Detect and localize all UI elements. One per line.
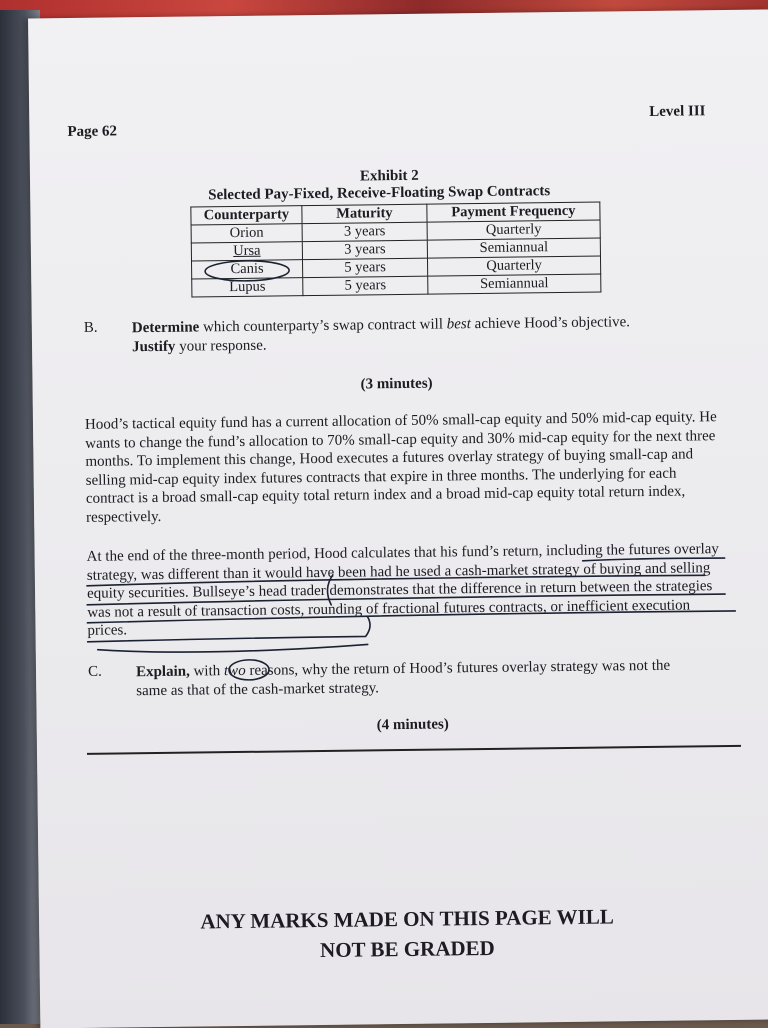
section-divider — [87, 745, 741, 755]
question-c-verb-explain: Explain, — [135, 663, 190, 681]
cell-payment-frequency: Quarterly — [427, 256, 600, 276]
cell-maturity: 3 years — [302, 240, 427, 260]
column-header-counterparty: Counterparty — [191, 206, 302, 225]
ink-swoosh-paragraph-2 — [98, 644, 368, 653]
question-b-letter: B. — [83, 319, 98, 336]
cell-maturity: 3 years — [302, 222, 427, 242]
footer-notice-line2: NOT BE GRADED — [319, 935, 495, 963]
cell-payment-frequency: Semiannual — [428, 274, 601, 294]
cell-maturity: 5 years — [302, 258, 427, 278]
swap-contracts-table — [190, 202, 601, 298]
question-c-text-part2: reasons, why the return of Hood’s futures overlay strategy was not the same as that of the cash-market strategy. — [136, 657, 671, 700]
question-b-emphasis: best — [446, 316, 471, 333]
question-b-time: (3 minutes) — [360, 375, 433, 393]
question-c-emphasis: two — [223, 662, 246, 680]
question-c-text-part1: with — [189, 663, 225, 680]
cell-counterparty: Canis — [192, 260, 303, 279]
question-c-time: (4 minutes) — [376, 716, 449, 734]
question-b-text-part3: your response. — [175, 337, 267, 355]
question-b-verb-determine: Determine — [131, 319, 200, 337]
question-c-text — [136, 656, 696, 701]
case-paragraph-2: At the end of the three-month period, Hood calculates that his fund’s return, including the futures overlay strategy, was different than it would have been had he used a cash-market strategy of buying and selling equity securities. Bullseye’s head trader demonstrates that the difference in return between the strategies was not a result of transaction costs, rounding of fractional futures contracts, or inefficient execution prices. — [86, 541, 719, 639]
cell-maturity: 5 years — [303, 276, 428, 296]
question-b-text — [132, 312, 692, 357]
cell-counterparty: Ursa — [191, 242, 302, 261]
page-number: Page 62 — [67, 123, 118, 141]
level-label: Level III — [649, 103, 706, 120]
column-header-payment-frequency: Payment Frequency — [427, 202, 600, 222]
cell-counterparty: Lupus — [192, 278, 303, 297]
column-header-maturity: Maturity — [302, 204, 427, 224]
cell-payment-frequency: Semiannual — [427, 238, 600, 258]
footer-notice-line1: ANY MARKS MADE ON THIS PAGE WILL — [200, 904, 614, 934]
cell-counterparty: Orion — [191, 224, 302, 243]
question-b-text-part1: which counterparty’s swap contract will — [199, 316, 447, 336]
exam-page — [28, 9, 768, 1028]
question-b-text-part2: achieve Hood’s objective. — [470, 314, 631, 333]
exhibit-number: Exhibit 2 — [359, 167, 419, 185]
footer-notice — [147, 901, 668, 967]
exhibit-title: Selected Pay-Fixed, Receive-Floating Swap Contracts — [208, 183, 551, 204]
cell-payment-frequency: Quarterly — [427, 220, 600, 240]
case-paragraph-1: Hood’s tactical equity fund has a current allocation of 50% small-cap equity and 50% mid-cap equity. He wants to change the fund’s allocation to 70% small-cap equity and 30% mid-cap equity for the next three months. To implement this change, Hood executes a futures overlay strategy of buying small-cap and selling mid-cap equity index futures contracts that expire in three months. The underlying for each contract is a broad small-cap equity total return index and a broad mid-cap equity total return index, respectively. — [84, 409, 717, 526]
question-b-verb-justify: Justify — [131, 338, 176, 356]
question-c-letter: C. — [87, 663, 102, 680]
